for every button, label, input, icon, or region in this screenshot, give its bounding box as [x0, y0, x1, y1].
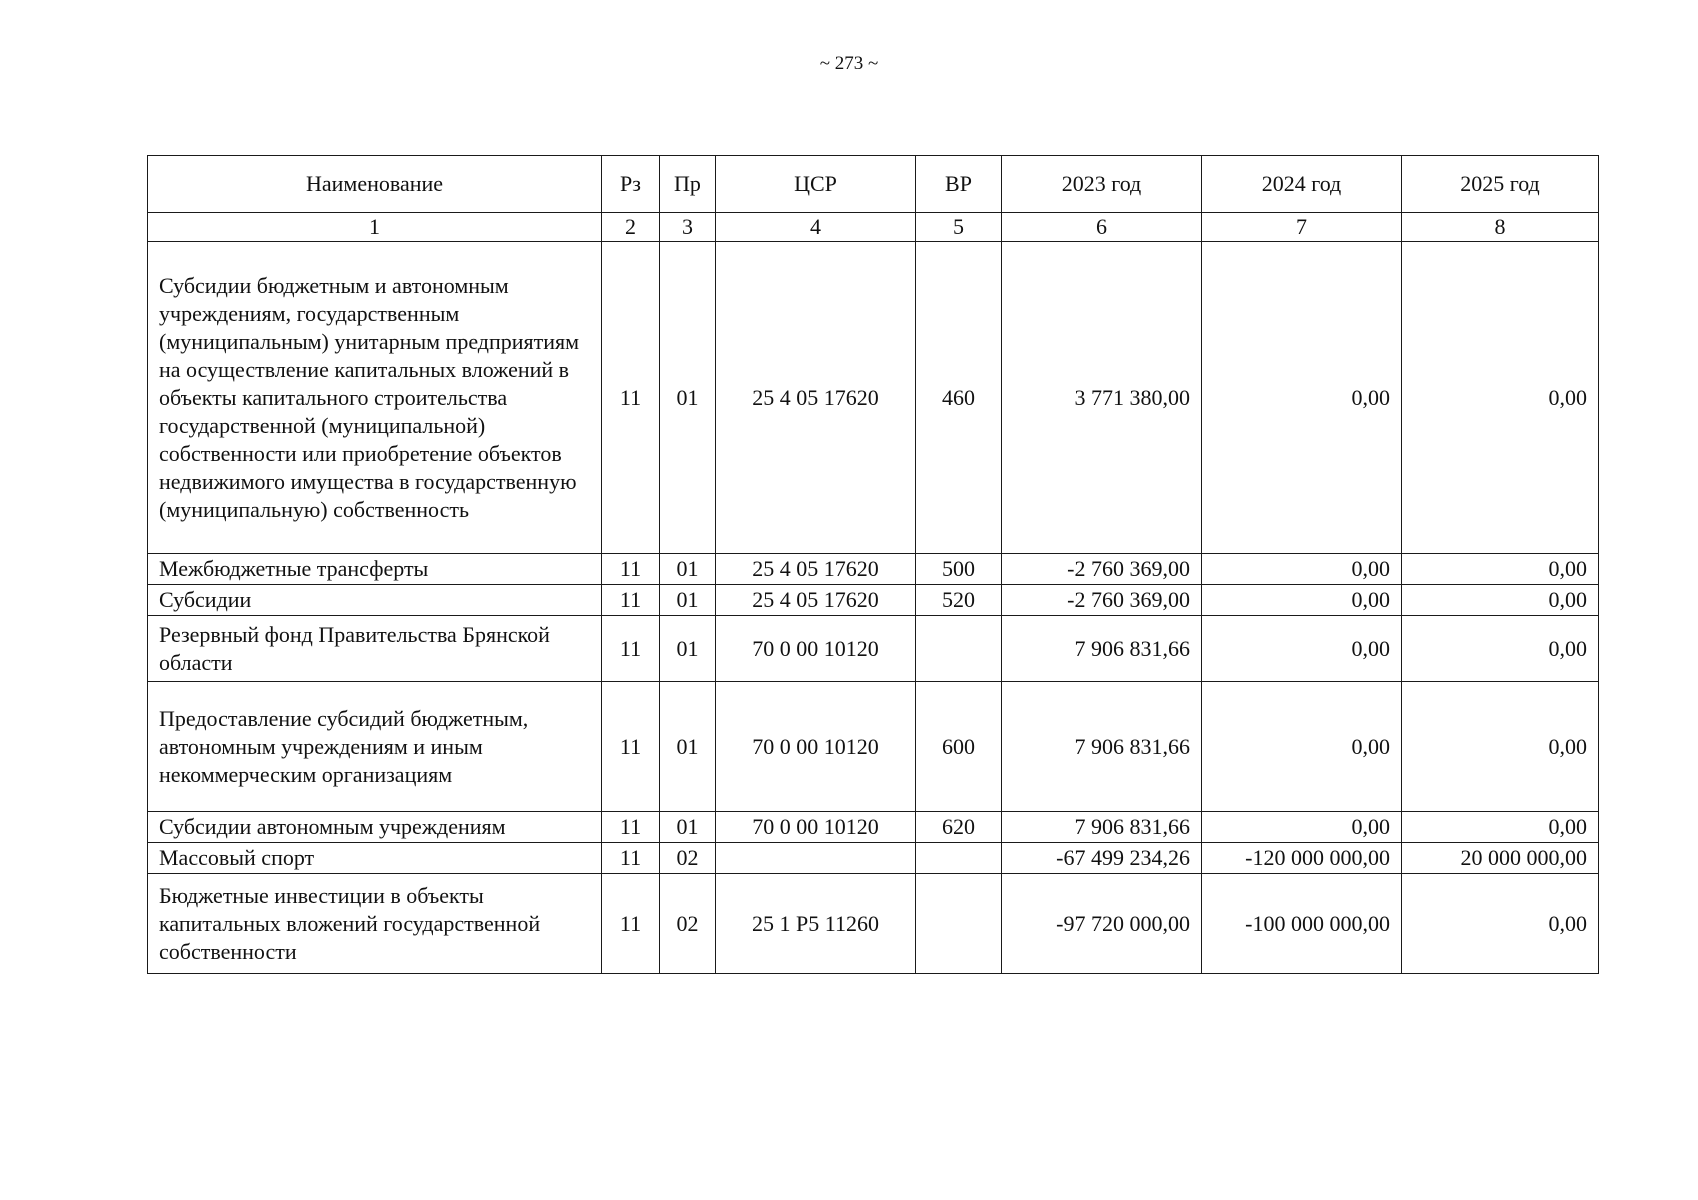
row-2023: -67 499 234,26 [1002, 843, 1202, 874]
row-vr: 620 [916, 812, 1002, 843]
table-row [148, 812, 1599, 843]
table-row [148, 242, 1599, 554]
header-name: Наименование [148, 156, 602, 213]
table-row [148, 616, 1599, 682]
row-vr [916, 843, 1002, 874]
row-2023: 3 771 380,00 [1002, 242, 1202, 554]
row-2024: -100 000 000,00 [1202, 874, 1402, 974]
row-2025: 0,00 [1402, 616, 1599, 682]
row-pr: 01 [660, 585, 716, 616]
row-pr: 01 [660, 616, 716, 682]
header-rz: Рз [602, 156, 660, 213]
row-rz: 11 [602, 843, 660, 874]
row-rz: 11 [602, 585, 660, 616]
column-number-row [148, 213, 1599, 242]
row-vr: 460 [916, 242, 1002, 554]
row-pr: 01 [660, 812, 716, 843]
row-rz: 11 [602, 242, 660, 554]
row-2024: 0,00 [1202, 585, 1402, 616]
row-2024: 0,00 [1202, 812, 1402, 843]
row-2025: 0,00 [1402, 682, 1599, 812]
column-number: 7 [1202, 213, 1402, 242]
row-rz: 11 [602, 682, 660, 812]
row-2025: 0,00 [1402, 554, 1599, 585]
row-2024: 0,00 [1202, 616, 1402, 682]
row-rz: 11 [602, 616, 660, 682]
row-2023: -97 720 000,00 [1002, 874, 1202, 974]
row-2024: -120 000 000,00 [1202, 843, 1402, 874]
row-vr: 500 [916, 554, 1002, 585]
row-name: Резервный фонд Правительства Брянской области [148, 616, 602, 682]
row-2024: 0,00 [1202, 242, 1402, 554]
row-2024: 0,00 [1202, 554, 1402, 585]
row-pr: 01 [660, 682, 716, 812]
row-2025: 20 000 000,00 [1402, 843, 1599, 874]
row-pr: 01 [660, 242, 716, 554]
page-number: ~ 273 ~ [819, 53, 879, 74]
table-row [148, 874, 1599, 974]
column-number: 6 [1002, 213, 1202, 242]
row-2023: -2 760 369,00 [1002, 585, 1202, 616]
column-number: 8 [1402, 213, 1599, 242]
header-2024: 2024 год [1202, 156, 1402, 213]
row-vr [916, 874, 1002, 974]
row-name: Бюджетные инвестиции в объекты капитальных вложений государственной собственности [148, 874, 602, 974]
row-csr: 25 4 05 17620 [716, 585, 916, 616]
header-2023: 2023 год [1002, 156, 1202, 213]
row-2023: 7 906 831,66 [1002, 682, 1202, 812]
column-number: 3 [660, 213, 716, 242]
row-2023: 7 906 831,66 [1002, 616, 1202, 682]
row-2024: 0,00 [1202, 682, 1402, 812]
row-rz: 11 [602, 554, 660, 585]
row-csr [716, 843, 916, 874]
row-csr: 70 0 00 10120 [716, 682, 916, 812]
column-number: 2 [602, 213, 660, 242]
row-name: Межбюджетные трансферты [148, 554, 602, 585]
row-rz: 11 [602, 874, 660, 974]
table-row [148, 585, 1599, 616]
row-vr: 600 [916, 682, 1002, 812]
row-vr [916, 616, 1002, 682]
header-pr: Пр [660, 156, 716, 213]
column-number: 4 [716, 213, 916, 242]
row-csr: 25 1 P5 11260 [716, 874, 916, 974]
row-name: Предоставление субсидий бюджетным, автономным учреждениям и иным некоммерческим организациям [148, 682, 602, 812]
row-name: Субсидии автономным учреждениям [148, 812, 602, 843]
column-number: 5 [916, 213, 1002, 242]
table-row [148, 843, 1599, 874]
row-csr: 25 4 05 17620 [716, 554, 916, 585]
row-2023: 7 906 831,66 [1002, 812, 1202, 843]
table-row [148, 682, 1599, 812]
row-name: Субсидии [148, 585, 602, 616]
row-pr: 02 [660, 874, 716, 974]
row-csr: 70 0 00 10120 [716, 616, 916, 682]
row-csr: 25 4 05 17620 [716, 242, 916, 554]
row-rz: 11 [602, 812, 660, 843]
row-name: Субсидии бюджетным и автономным учреждениям, государственным (муниципальным) унитарным предприятиям на осуществление капитальных вложений в объекты капитального строительства государственной (муниципальной) собственности или приобретение объектов недвижимого имущества в государственную (муниципальную) собственность [148, 242, 602, 554]
row-pr: 01 [660, 554, 716, 585]
row-2025: 0,00 [1402, 242, 1599, 554]
header-vr: ВР [916, 156, 1002, 213]
row-2025: 0,00 [1402, 812, 1599, 843]
column-number: 1 [148, 213, 602, 242]
row-2025: 0,00 [1402, 874, 1599, 974]
row-pr: 02 [660, 843, 716, 874]
budget-table [147, 155, 1599, 974]
row-vr: 520 [916, 585, 1002, 616]
row-2023: -2 760 369,00 [1002, 554, 1202, 585]
header-row [148, 156, 1599, 213]
row-name: Массовый спорт [148, 843, 602, 874]
header-2025: 2025 год [1402, 156, 1599, 213]
row-csr: 70 0 00 10120 [716, 812, 916, 843]
table-row [148, 554, 1599, 585]
header-csr: ЦСР [716, 156, 916, 213]
row-2025: 0,00 [1402, 585, 1599, 616]
